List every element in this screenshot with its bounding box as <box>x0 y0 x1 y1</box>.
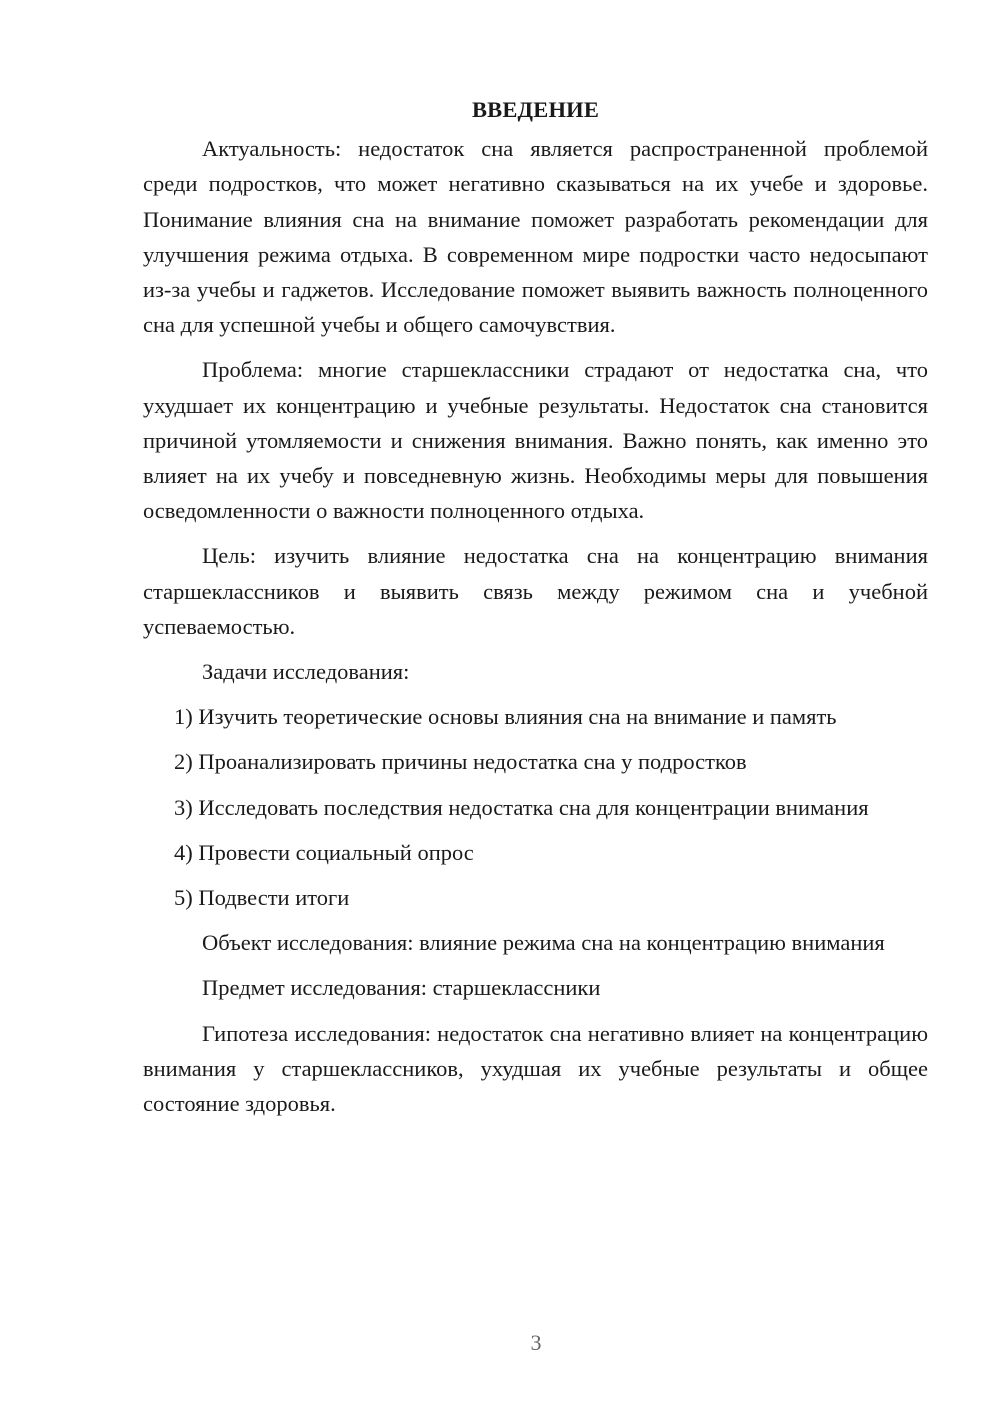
paragraph-tasks-heading: Задачи исследования: <box>202 659 410 685</box>
paragraph-subject: Предмет исследования: старшеклассники <box>202 975 601 1001</box>
task-item-1: 1) Изучить теоретические основы влияния сна на внимание и память <box>174 704 837 730</box>
task-item-4: 4) Провести социальный опрос <box>174 839 474 865</box>
page-number: 3 <box>530 1330 542 1355</box>
page-content <box>143 92 928 1121</box>
paragraph-goal: Цель: изучить влияние недостатка сна на концентрацию внимания старшеклассников и выявить связь между режимом сна и учебной успеваемостью. <box>143 543 928 639</box>
paragraph-hypothesis: Гипотеза исследования: недостаток сна негативно влияет на концентрацию внимания у старшеклассников, ухудшая их учебные результаты и общее состояние здоровья. <box>143 1020 928 1117</box>
task-item-2: 2) Проанализировать причины недостатка сна у подростков <box>174 749 747 775</box>
task-item-5: 5) Подвести итоги <box>174 885 350 911</box>
page-title: ВВЕДЕНИЕ <box>471 97 600 122</box>
task-item-3: 3) Исследовать последствия недостатка сна для концентрации внимания <box>174 794 869 820</box>
paragraph-relevance: Актуальность: недостаток сна является распространенной проблемой среди подростков, что может негативно сказываться на их учебе и здоровье. Понимание влияния сна на внимание поможет разработать рекомендации для улучшения режима отдыха. В современном мире подростки часто недосыпают из-за учебы и гаджетов. Исследование поможет выявить важность полноценного сна для успешной учебы и общего самочувствия. <box>143 136 928 338</box>
paragraph-object: Объект исследования: влияние режима сна на концентрацию внимания <box>202 930 885 956</box>
paragraph-problem: Проблема: многие старшеклассники страдают от недостатка сна, что ухудшает их концентрацию и учебные результаты. Недостаток сна становится причиной утомляемости и снижения внимания. Важно понять, как именно это влияет на их учебу и повседневную жизнь. Необходимы меры для повышения осведомленности о важности полноценного отдыха. <box>143 357 928 524</box>
